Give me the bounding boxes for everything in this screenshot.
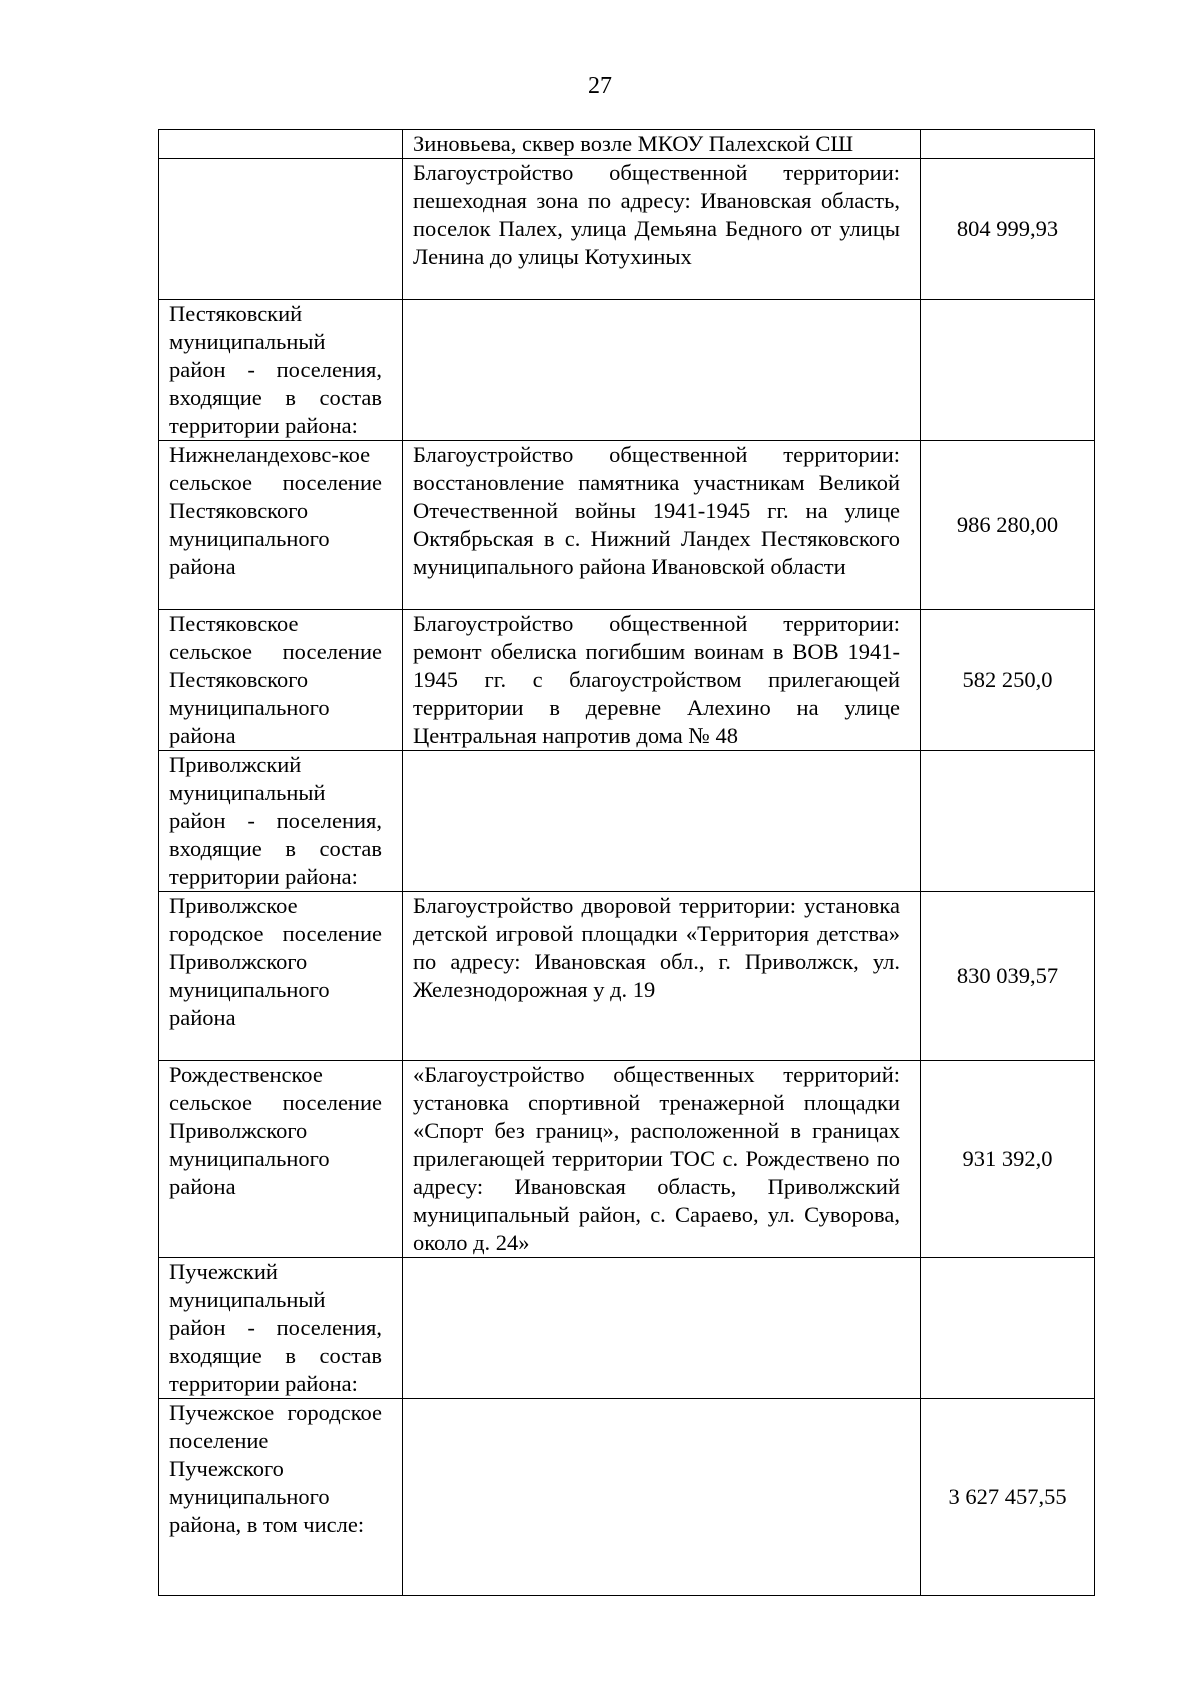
amount-cell: 582 250,0	[921, 610, 1095, 751]
amount-cell: 830 039,57	[921, 892, 1095, 1061]
amount-cell: 986 280,00	[921, 441, 1095, 610]
description-cell	[403, 1258, 921, 1399]
amount-cell: 804 999,93	[921, 159, 1095, 300]
table-row	[159, 130, 1095, 159]
amount-cell: 931 392,0	[921, 1061, 1095, 1258]
description-cell	[403, 751, 921, 892]
funding-table	[158, 129, 1095, 1596]
municipality-cell: Нижнеландеховс-кое сельское поселение Пестяковского муниципального района	[159, 441, 403, 610]
amount-cell	[921, 130, 1095, 159]
municipality-cell: Пестяковский муниципальный район - поселения, входящие в состав территории района:	[159, 300, 403, 441]
municipality-cell: Пестяковское сельское поселение Пестяковского муниципального района	[159, 610, 403, 751]
description-cell: «Благоустройство общественных территорий: установка спортивной тренажерной площадки «Спорт без границ», расположенной в границах прилегающей территории ТОС с. Рождествено по адресу: Ивановская область, Приволжский муниципальный район, с. Сараево, ул. Суворова, около д. 24»	[403, 1061, 921, 1258]
table-row	[159, 751, 1095, 892]
table-row	[159, 1258, 1095, 1399]
page-number: 27	[588, 73, 612, 99]
table-row	[159, 892, 1095, 1061]
description-cell: Зиновьева, сквер возле МКОУ Палехской СШ	[403, 130, 921, 159]
table-row	[159, 159, 1095, 300]
municipality-cell	[159, 159, 403, 300]
municipality-cell: Пучежское городское поселение Пучежского муниципального района, в том числе:	[159, 1399, 403, 1596]
municipality-cell: Рождественское сельское поселение Приволжского муниципального района	[159, 1061, 403, 1258]
municipality-cell: Пучежский муниципальный район - поселения, входящие в состав территории района:	[159, 1258, 403, 1399]
municipality-cell: Приволжский муниципальный район - поселения, входящие в состав территории района:	[159, 751, 403, 892]
amount-cell	[921, 751, 1095, 892]
amount-cell	[921, 1258, 1095, 1399]
table-row	[159, 1061, 1095, 1258]
table-row	[159, 610, 1095, 751]
amount-cell	[921, 300, 1095, 441]
description-cell: Благоустройство общественной территории: ремонт обелиска погибшим воинам в ВОВ 1941-1945 гг. с благоустройством прилегающей территории в деревне Алехино на улице Центральная напротив дома № 48	[403, 610, 921, 751]
table-row	[159, 441, 1095, 610]
description-cell: Благоустройство общественной территории: пешеходная зона по адресу: Ивановская область, поселок Палех, улица Демьяна Бедного от улицы Ленина до улицы Котухиных	[403, 159, 921, 300]
description-cell	[403, 300, 921, 441]
description-cell: Благоустройство дворовой территории: установка детской игровой площадки «Территория детства» по адресу: Ивановская обл., г. Приволжск, ул. Железнодорожная у д. 19	[403, 892, 921, 1061]
table-row	[159, 1399, 1095, 1596]
municipality-cell: Приволжское городское поселение Приволжского муниципального района	[159, 892, 403, 1061]
description-cell	[403, 1399, 921, 1596]
municipality-cell	[159, 130, 403, 159]
amount-cell: 3 627 457,55	[921, 1399, 1095, 1596]
table-row	[159, 300, 1095, 441]
description-cell: Благоустройство общественной территории: восстановление памятника участникам Великой Отечественной войны 1941-1945 гг. на улице Октябрьская в с. Нижний Ландех Пестяковского муниципального района Ивановской области	[403, 441, 921, 610]
